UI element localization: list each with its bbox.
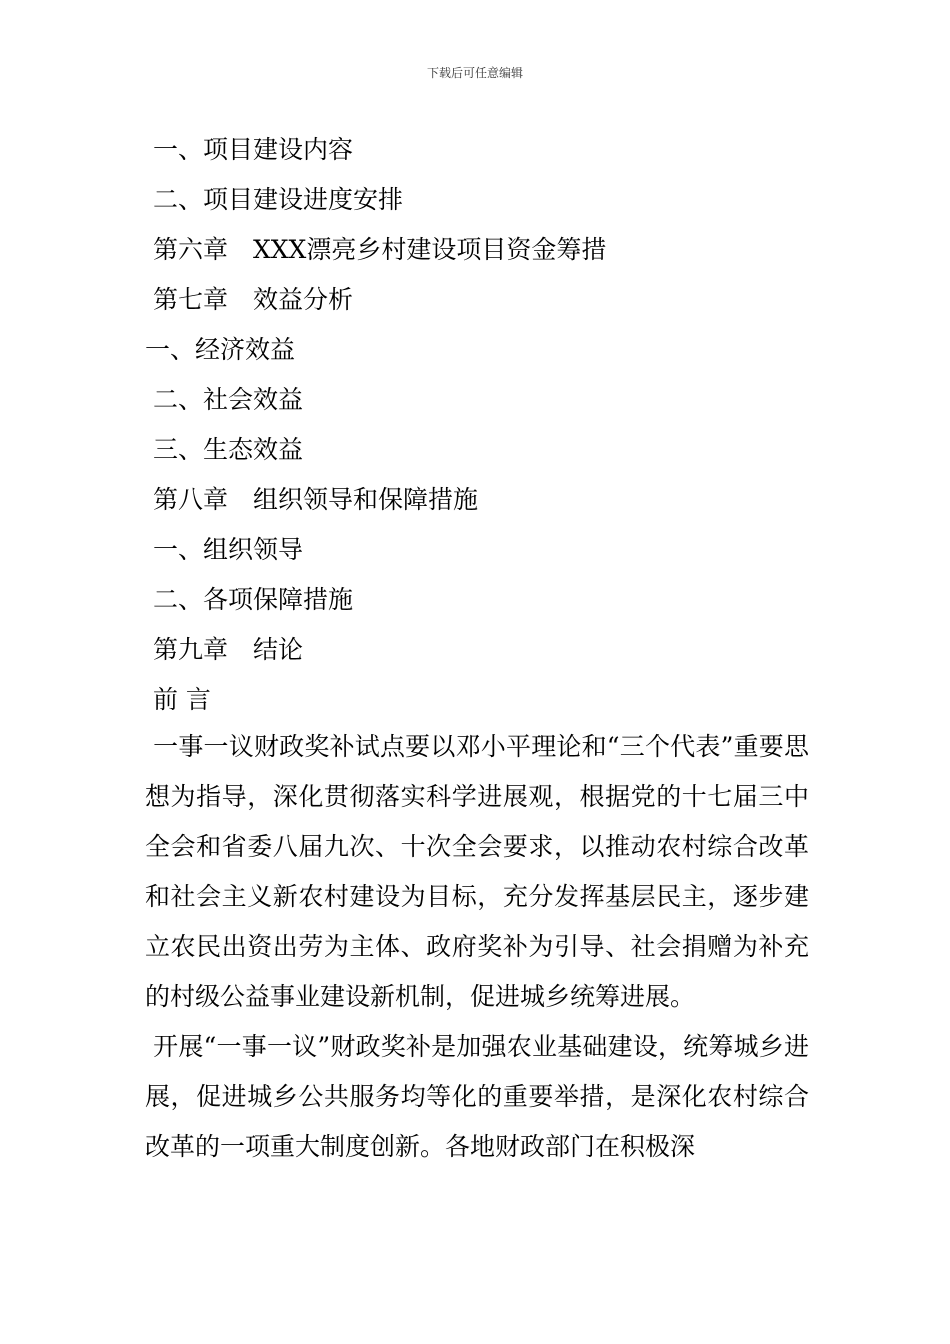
toc-item: 一、组织领导	[145, 535, 303, 564]
toc-item: 第九章 结论	[145, 635, 303, 664]
paragraph: 一事一议财政奖补试点要以邓小平理论和“三个代表”重要思想为指导，深化贯彻落实科学进展观，根据党的十七届三中全会和省委八届九次、十次全会要求，以推动农村综合改革和社会主义新农村建设为目标，充分发挥基层民主，逐步建立农民出资出劳为主体、政府奖补为引导、社会捐赠为补充的村级公益事业建设新机制，促进城乡统筹进展。	[145, 732, 809, 1011]
body-text	[145, 722, 809, 1172]
toc-item: 第七章 效益分析	[145, 285, 353, 314]
paragraph: 开展“一事一议”财政奖补是加强农业基础建设，统筹城乡进展，促进城乡公共服务均等化的重要举措，是深化农村综合改革的一项重大制度创新。各地财政部门在积极深	[145, 1032, 809, 1161]
toc-item: 三、生态效益	[145, 435, 303, 464]
toc-item: 二、各项保障措施	[145, 585, 353, 614]
toc-item: 第八章 组织领导和保障措施	[145, 485, 478, 514]
toc-item: 一、经济效益	[145, 335, 296, 364]
page-header: 下载后可任意编辑	[426, 66, 523, 80]
toc-item: 二、项目建设进度安排	[145, 185, 403, 214]
toc-item: 前 言	[145, 685, 211, 714]
toc-item: 一、项目建设内容	[145, 135, 353, 164]
toc-item: 第六章 XXX漂亮乡村建设项目资金筹措	[145, 235, 607, 264]
toc-item: 二、社会效益	[145, 385, 303, 414]
